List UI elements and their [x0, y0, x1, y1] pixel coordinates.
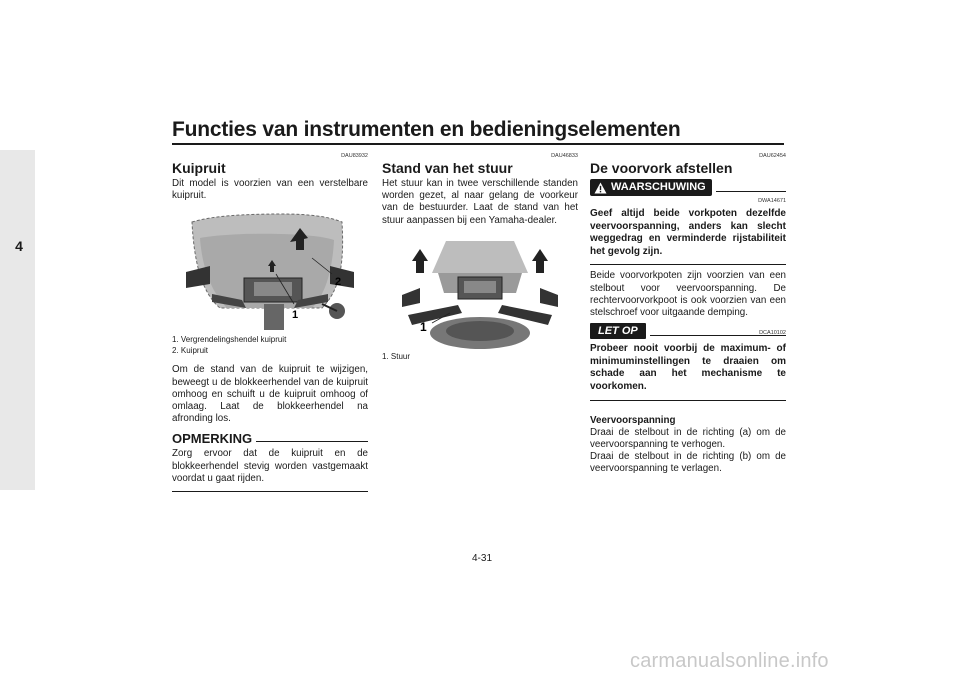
note-text: Zorg ervoor dat de kuipruit en de blokkeerhendel stevig worden vastgemaakt voordat u gaat rijden. [172, 448, 368, 484]
chapter-tab [0, 150, 35, 490]
section-code: DAU46833 [551, 153, 578, 159]
warning-triangle-icon [594, 182, 607, 194]
section-intro: Dit model is voorzien van een verstelbare kuipruit. [172, 178, 368, 202]
step-text: Draai de stelbout in de richting (a) om de veervoorspanning te verhogen. [590, 426, 786, 450]
section-body: Beide voorvorkpoten zijn voorzien van een stelbout voor veervoorspanning. De rechtervoorvorkpoot is ook voorzien van een stelschroef voor uitgaande demping. [590, 270, 786, 318]
warning-label: WAARSCHUWING [611, 181, 706, 193]
caption-item: 1. Vergrendelingshendel kuipruit [172, 335, 287, 345]
watermark: carmanualsonline.info [630, 650, 829, 672]
caption-item: 1. Stuur [382, 351, 411, 361]
note-header [172, 432, 368, 446]
section-code: DAU62454 [759, 153, 786, 159]
caution-badge: LET OP [590, 323, 646, 339]
caution-end-rule [590, 400, 786, 401]
callout-2: 2 [335, 276, 342, 289]
caution-code: DCA10102 [759, 330, 786, 337]
section-heading: Kuipruit [172, 160, 226, 176]
windshield-illustration [172, 208, 368, 334]
warning-code: DWA14671 [758, 198, 786, 204]
subheading: Veervoorspanning [590, 414, 676, 426]
step-text: Draai de stelbout in de richting (b) om de veervoorspanning te verlagen. [590, 451, 786, 475]
section-kuipruit [172, 152, 368, 492]
callout-1: 1 [292, 309, 299, 322]
note-rule [256, 441, 368, 442]
caution-text: Probeer nooit voorbij de maximum- of minimuminstellingen te draaien om schade aan het mechanisme te voorkomen. [590, 343, 786, 392]
section-body: Het stuur kan in twee verschillende standen worden gezet, al naar gelang de voorkeur van de bestuurder. Laat de stand van het stuur aanpassen bij een Yamaha-dealer. [382, 178, 578, 226]
section-stuur [382, 152, 578, 362]
warning-end-rule [590, 264, 786, 265]
chapter-number: 4 [15, 238, 23, 254]
section-heading: Stand van het stuur [382, 160, 513, 176]
warning-rule [716, 191, 786, 192]
section-body: Om de stand van de kuipruit te wijzigen, beweegt u de blokkeerhendel van de kuipruit omhoog en schuift u de kuipruit omhoog of omlaag. Laat de blokkeerhendel na afronding los. [172, 364, 368, 425]
header-rule [172, 143, 784, 145]
note-label: OPMERKING [172, 431, 253, 447]
section-heading: De voorvork afstellen [590, 160, 733, 176]
section-code: DAU83932 [341, 153, 368, 159]
handlebar-illustration [398, 233, 562, 349]
caption-item: 2. Kuipruit [172, 346, 209, 356]
callout-1: 1 [420, 319, 427, 334]
warning-header [590, 179, 786, 196]
note-end-rule [172, 491, 368, 492]
figure-caption [172, 334, 368, 356]
page-title: Functies van instrumenten en bedieningselementen [172, 118, 681, 141]
warning-text: Geef altijd beide vorkpoten dezelfde veervoorspanning, anders kan slecht weggedrag en verminderde rijstabiliteit het gevolg zijn. [590, 208, 786, 257]
figure-caption [382, 351, 578, 362]
warning-badge [590, 179, 712, 196]
page-number: 4-31 [471, 553, 492, 564]
section-voorvork [590, 152, 786, 476]
